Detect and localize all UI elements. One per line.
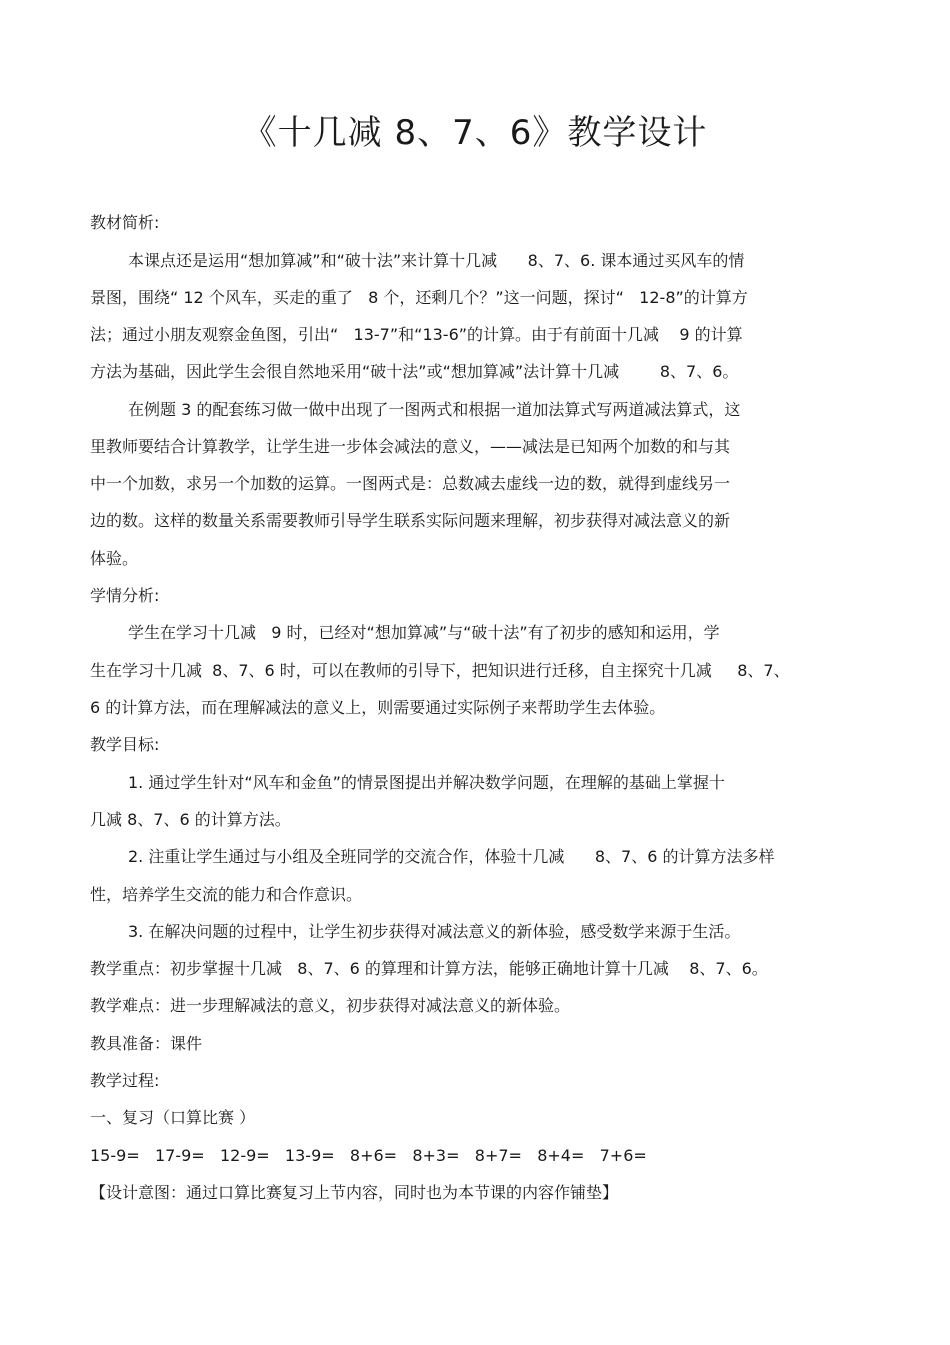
text-line: 里教师要结合计算教学，让学生进一步体会减法的意义，——减法是已知两个加数的和与其 <box>90 437 731 456</box>
text-line: 法；通过小朋友观察金鱼图，引出“ 13-7”和“13-6”的计算。由于有前面十几减 9 的计算 <box>90 325 743 344</box>
text-line: 教学目标: <box>90 735 160 754</box>
text-line: 边的数。这样的数量关系需要教师引导学生联系实际问题来理解，初步获得对减法意义的新 <box>90 511 731 530</box>
text-line: 生在学习十几减 8、7、6 时，可以在教师的引导下，把知识进行迁移，自主探究十几减 8、7、 <box>90 661 790 680</box>
text-line: 6 的计算方法，而在理解减法的意义上，则需要通过实际例子来帮助学生去体验。 <box>90 698 666 717</box>
text-line: 1. 通过学生针对“风车和金鱼”的情景图提出并解决数学问题，在理解的基础上掌握十 <box>128 773 725 792</box>
text-line: 在例题 3 的配套练习做一做中出现了一图两式和根据一道加法算式写两道减法算式，这 <box>128 400 741 419</box>
text-line: 【设计意图：通过口算比赛复习上节内容，同时也为本节课的内容作铺垫】 <box>90 1183 619 1202</box>
text-line: 方法为基础，因此学生会很自然地采用“破十法”或“想加算减”法计算十几减 8、7、6。 <box>90 362 739 381</box>
text-line: 15-9= 17-9= 12-9= 13-9= 8+6= 8+3= 8+7= 8+4= 7+6= <box>90 1146 647 1165</box>
text-line: 性，培养学生交流的能力和合作意识。 <box>90 885 363 904</box>
text-line: 学生在学习十几减 9 时，已经对“想加算减”与“破十法”有了初步的感知和运用，学 <box>128 623 720 642</box>
text-line: 教学重点：初步掌握十几减 8、7、6 的算理和计算方法，能够正确地计算十几减 8、7、6。 <box>90 959 768 978</box>
text-line: 教具准备：课件 <box>90 1034 203 1053</box>
text-line: 教学难点：进一步理解减法的意义，初步获得对减法意义的新体验。 <box>90 996 571 1015</box>
text-line: 一、复习（口算比赛 ） <box>90 1108 256 1127</box>
text-line: 教材简析: <box>90 213 160 232</box>
document-title: 《十几减 8、7、6》教学设计 <box>242 113 708 153</box>
text-line: 3. 在解决问题的过程中，让学生初步获得对减法意义的新体验，感受数学来源于生活。 <box>128 922 741 941</box>
text-line: 学情分析: <box>90 586 160 605</box>
text-line: 景图，围绕“ 12 个风车，买走的重了 8 个，还剩几个？”这一问题，探讨“ 12-8”的计算方 <box>90 288 748 307</box>
text-line: 教学过程: <box>90 1071 160 1090</box>
text-line: 2. 注重让学生通过与小组及全班同学的交流合作，体验十几减 8、7、6 的计算方法多样 <box>128 847 775 866</box>
text-line: 中一个加数，求另一个加数的运算。一图两式是：总数减去虚线一边的数，就得到虚线另一 <box>90 474 731 493</box>
text-line: 体验。 <box>90 549 139 568</box>
text-line: 本课点还是运用“想加算减”和“破十法”来计算十几减 8、7、6. 课本通过买风车的情 <box>128 251 745 270</box>
text-line: 几减 8、7、6 的计算方法。 <box>90 810 291 829</box>
